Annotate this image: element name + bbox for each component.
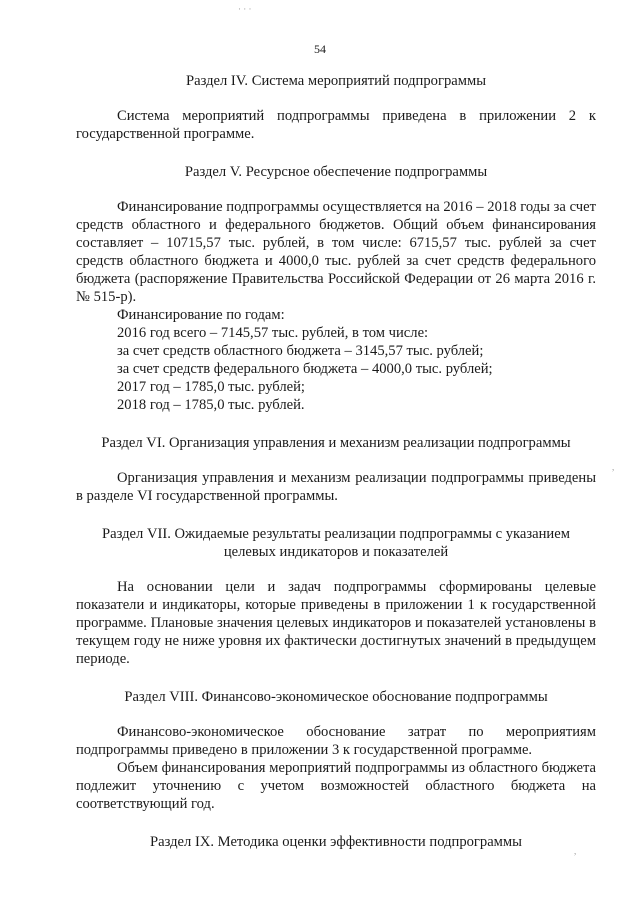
funding-line: 2016 год всего – 7145,57 тыс. рублей, в том числе: [117, 325, 429, 341]
section-7-paragraph: На основании цели и задач подпрограммы сформированы целевые показатели и индикаторы, которые приведены в приложении 1 к государственной программе. Плановые значения целевых индикаторов и показателей установлены в текущем году не ниже уровня их фактически достигнутых значений в предыдущем периоде. [76, 579, 596, 667]
section-8-paragraph-2: Объем финансирования мероприятий подпрограммы из областного бюджета подлежит уточнению с учетом возможностей областного бюджета на соответствующий год. [76, 760, 596, 812]
section-5-paragraph: Финансирование подпрограммы осуществляется на 2016 – 2018 годы за счет средств областного и федерального бюджетов. Общий объем финансирования составляет – 10715,57 тыс. рублей, в том числе: 6715,57 тыс. рублей за счет средств областного бюджета и 4000,0 тыс. рублей за счет средств федерального бюджета (распоряжение Правительства Российской Федерации от 26 марта 2016 г. № 515-р). [76, 199, 596, 305]
funding-by-year-title: Финансирование по годам: [117, 307, 285, 323]
scan-artifact: , [574, 846, 577, 856]
scan-artifact: · · · [238, 4, 252, 14]
section-4-paragraph: Система мероприятий подпрограммы приведена в приложении 2 к государственной программе. [76, 108, 596, 142]
section-5-heading: Раздел V. Ресурсное обеспечение подпрограммы [184, 164, 488, 180]
page-number: 54 [314, 42, 326, 56]
document-body [76, 72, 596, 851]
funding-line: за счет средств областного бюджета – 3145,57 тыс. рублей; [117, 343, 484, 359]
section-6-paragraph: Организация управления и механизм реализации подпрограммы приведены в разделе VI государственной программы. [76, 470, 596, 504]
section-9-heading: Раздел IX. Методика оценки эффективности подпрограммы [150, 834, 522, 850]
section-6-heading: Раздел VI. Организация управления и механизм реализации подпрограммы [101, 435, 571, 451]
funding-line: 2017 год – 1785,0 тыс. рублей; [117, 379, 305, 395]
section-8-paragraph-1: Финансово-экономическое обоснование затрат по мероприятиям подпрограммы приведено в приложении 3 к государственной программе. [76, 724, 596, 758]
scan-artifact: , [612, 462, 615, 472]
section-4-heading: Раздел IV. Система мероприятий подпрограммы [185, 73, 486, 89]
section-7-heading-line2: целевых индикаторов и показателей [223, 544, 449, 560]
funding-list [76, 324, 596, 414]
funding-line: 2018 год – 1785,0 тыс. рублей. [117, 397, 305, 413]
section-8-heading: Раздел VIII. Финансово-экономическое обоснование подпрограммы [124, 689, 548, 705]
section-7-heading-line1: Раздел VII. Ожидаемые результаты реализации подпрограммы с указанием [102, 526, 570, 542]
funding-line: за счет средств федерального бюджета – 4000,0 тыс. рублей; [117, 361, 493, 377]
